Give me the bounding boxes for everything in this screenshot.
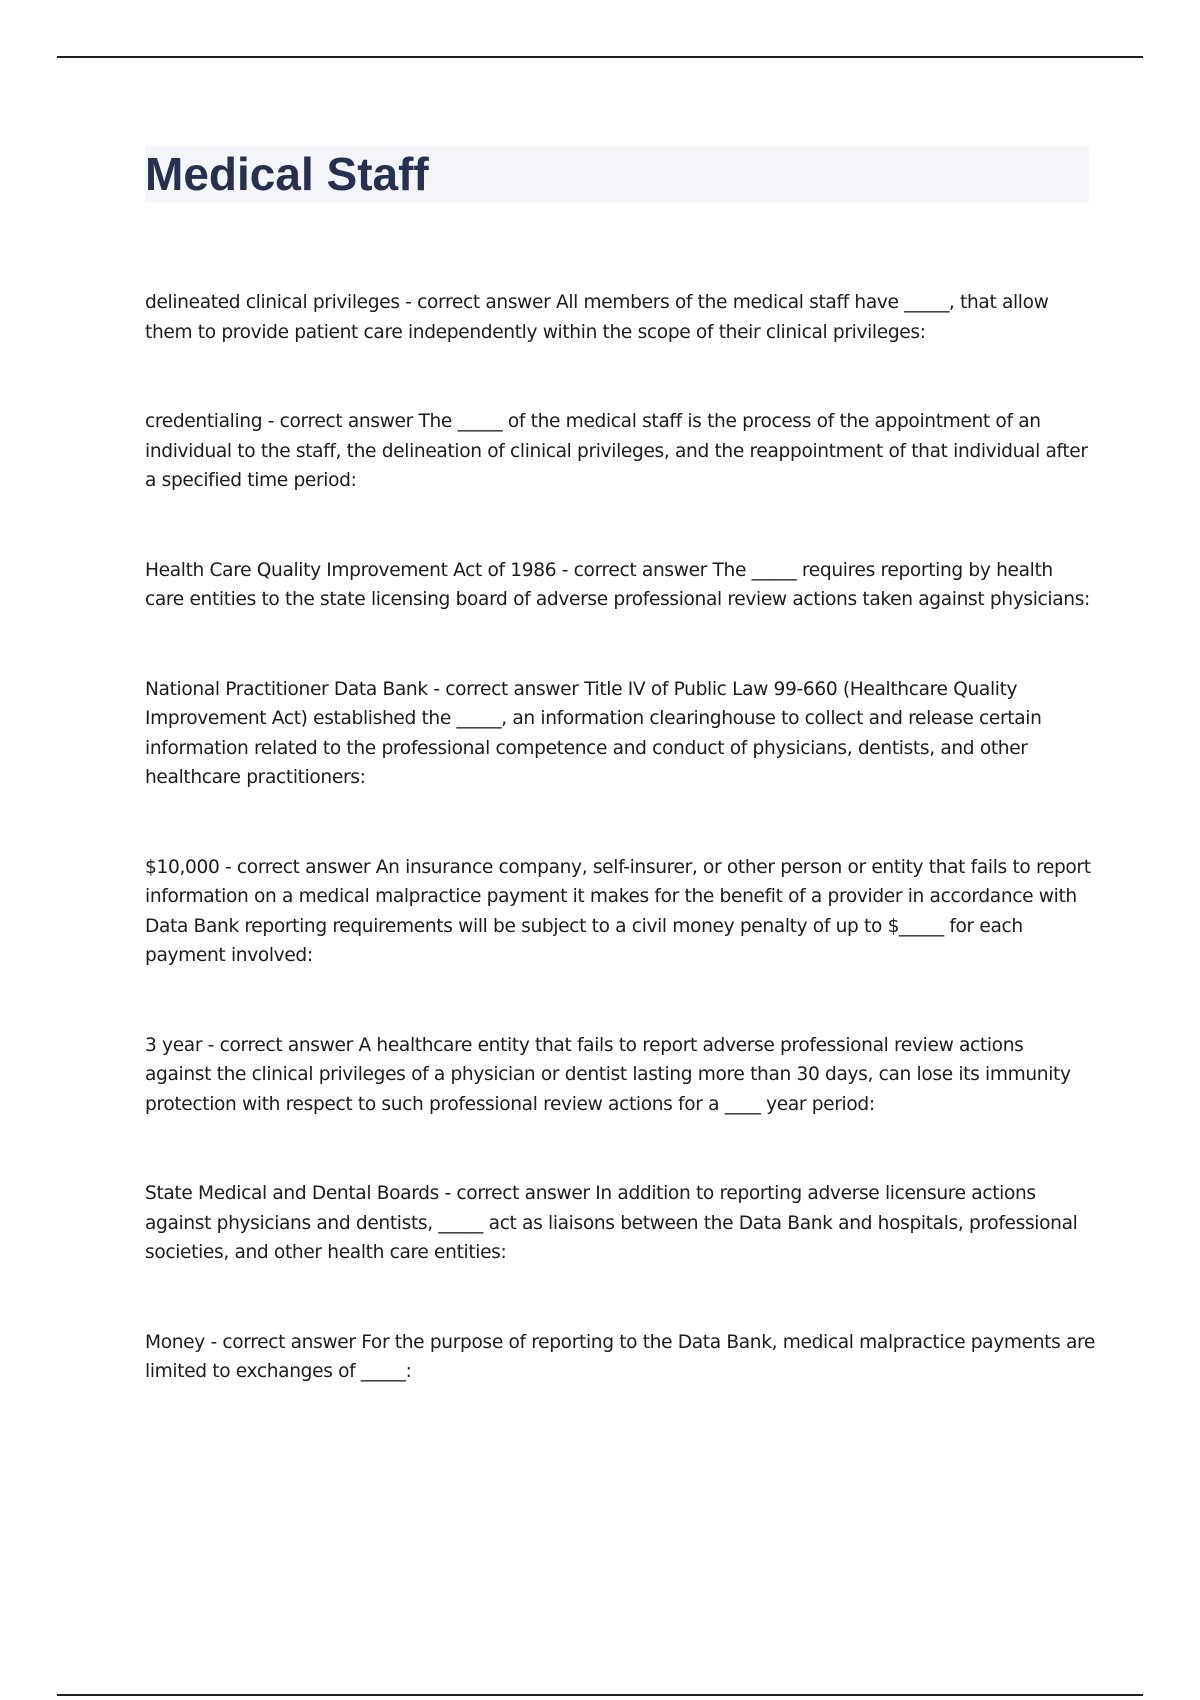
bottom-divider: [57, 1694, 1143, 1696]
qa-separator: - correct answer: [556, 559, 713, 581]
qa-term: Health Care Quality Improvement Act of 1986: [145, 559, 557, 581]
qa-definition: The _____ of the medical staff is the process of the appointment of an individual to the staff, the delineation of clinical privileges, and the reappointment of that individual after a specified time period:: [145, 411, 1088, 491]
qa-definition: A healthcare entity that fails to report adverse professional review actions against the clinical privileges of a physician or dentist lasting more than 30 days, can lose its immunity protection with respect to such professional review actions for a ____ year period:: [145, 1034, 1071, 1115]
page-title: Medical Staff: [145, 148, 429, 200]
qa-item: [145, 675, 1095, 793]
qa-list: [145, 288, 1095, 1447]
qa-definition: For the purpose of reporting to the Data Bank, medical malpractice payments are limited to exchanges of _____:: [145, 1331, 1096, 1382]
qa-item: [145, 407, 1095, 496]
qa-separator: - correct answer: [262, 411, 419, 432]
qa-definition: All members of the medical staff have _____, that allow them to provide patient care independently within the scope of their clinical privileges:: [145, 292, 1049, 343]
qa-term: National Practitioner Data Bank: [145, 678, 428, 700]
qa-item: [145, 1328, 1095, 1387]
qa-item: [145, 1179, 1095, 1268]
qa-term: State Medical and Dental Boards: [145, 1183, 439, 1204]
qa-definition: In addition to reporting adverse licensure actions against physicians and dentists, _____ act as liaisons between the Data Bank and hospitals, professional societies, and other health care entities:: [145, 1183, 1078, 1263]
qa-term: $10,000: [145, 856, 220, 878]
qa-term: 3 year: [145, 1034, 203, 1056]
qa-term: credentialing: [145, 411, 263, 432]
top-divider: [57, 56, 1143, 58]
qa-definition: Title IV of Public Law 99-660 (Healthcare Quality Improvement Act) established the _____, an information clearinghouse to collect and release certain information related to the professional competence and conduct of physicians, dentists, and other healthcare practitioners:: [145, 678, 1042, 788]
qa-term: Money: [145, 1331, 205, 1353]
qa-item: [145, 1031, 1095, 1120]
qa-item: [145, 853, 1095, 971]
qa-separator: - correct answer: [202, 1034, 359, 1056]
qa-separator: - correct answer: [427, 678, 585, 700]
qa-separator: - correct answer: [399, 292, 556, 313]
qa-separator: - correct answer: [438, 1183, 596, 1204]
title-banner: [145, 146, 1089, 202]
qa-item: [145, 288, 1095, 347]
qa-definition: The _____ requires reporting by health care entities to the state licensing board of adverse professional review actions taken against physicians:: [145, 559, 1090, 610]
qa-definition: An insurance company, self-insurer, or other person or entity that fails to report information on a medical malpractice payment it makes for the benefit of a provider in accordance with Data Bank reporting requirements will be subject to a civil money penalty of up to $_____ for each payment involved:: [145, 856, 1091, 966]
qa-separator: - correct answer: [219, 856, 376, 878]
qa-separator: - correct answer: [204, 1331, 362, 1353]
qa-term: delineated clinical privileges: [145, 292, 400, 313]
qa-item: [145, 556, 1095, 615]
